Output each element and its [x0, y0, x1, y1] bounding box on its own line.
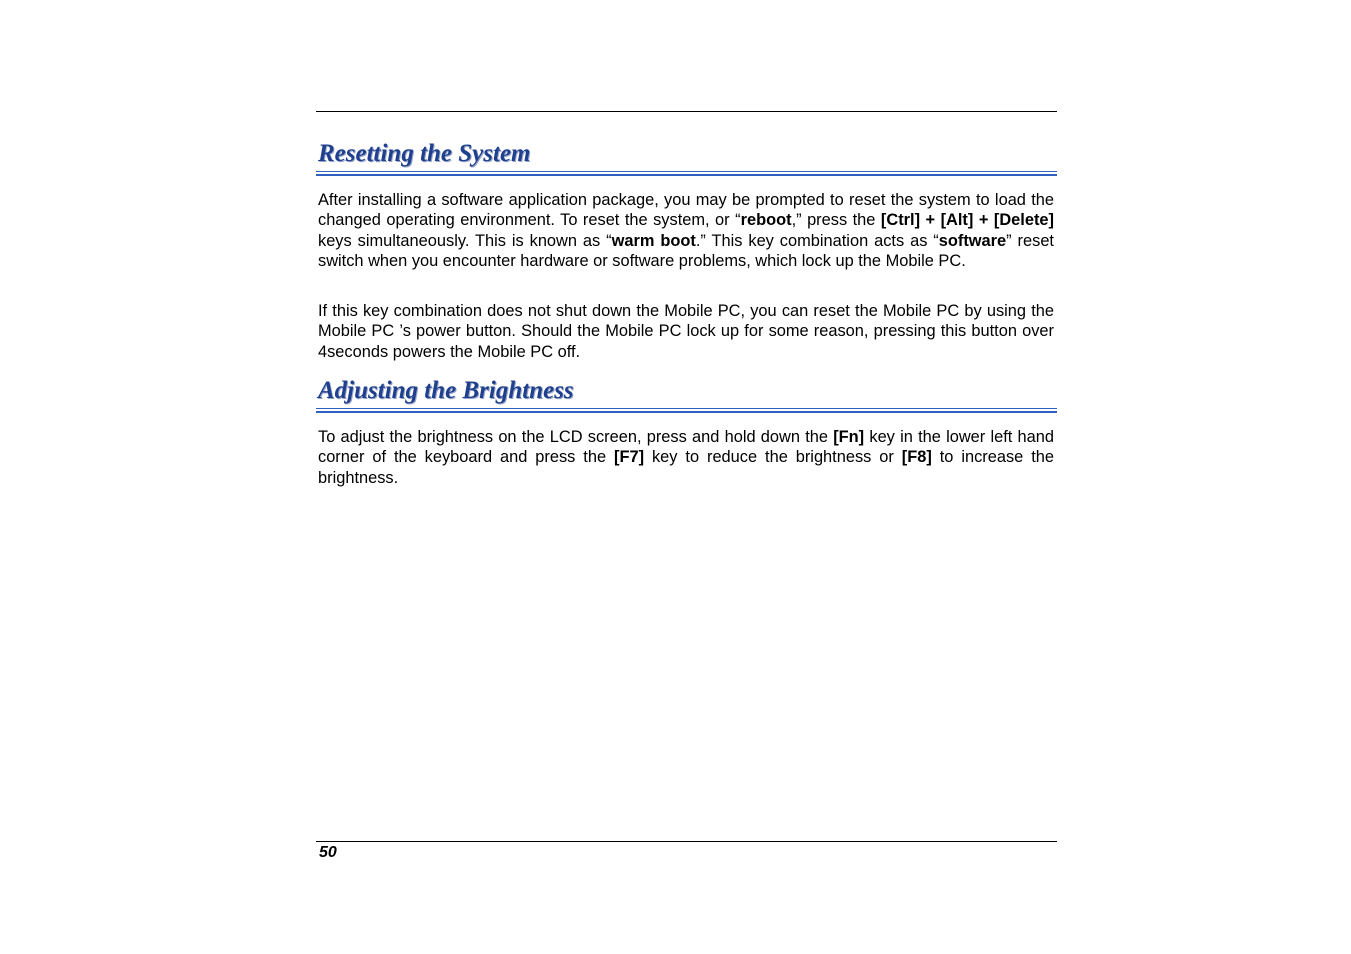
document-page	[316, 0, 1057, 954]
text-run: to increase the brightness.	[318, 448, 1054, 487]
bold-term: warm boot	[611, 231, 696, 250]
header-rule	[316, 111, 1057, 112]
bold-term: [F8]	[901, 448, 932, 467]
heading-resetting-the-system: Resetting the System	[318, 140, 531, 167]
bold-term: [Ctrl] + [Alt] + [Delete]	[880, 211, 1054, 230]
text-run: keys simultaneously. This is known as “	[318, 231, 612, 250]
text-run: If this key combination does not shut down the Mobile PC, you can reset the Mobile PC by using the Mobile PC ’s power button. Should the Mobile PC lock up for some reason, pressing this button over 4seconds powers the Mobile PC off.	[318, 302, 1054, 361]
heading-underline-thick	[316, 411, 1057, 413]
footer-rule	[316, 841, 1057, 842]
paragraph-reset-power-button	[318, 301, 1054, 362]
paragraph-reset-intro	[318, 190, 1054, 271]
heading-underline	[316, 408, 1057, 409]
heading-adjusting-the-brightness: Adjusting the Brightness	[318, 377, 574, 404]
paragraph-brightness	[318, 427, 1054, 488]
bold-term: software	[938, 231, 1007, 250]
bold-term: reboot	[740, 211, 792, 230]
heading-underline	[316, 171, 1057, 172]
text-run: After installing a software application package, you may be prompted to reset the system to load the changed operating environment. To reset the system, or “	[318, 191, 1054, 230]
text-run: key in the lower left hand corner of the keyboard and press the	[318, 428, 1054, 467]
text-run: key to reduce the brightness or	[644, 448, 902, 467]
heading-underline-thick	[316, 174, 1057, 176]
text-run: .” This key combination acts as “	[695, 231, 939, 250]
text-run: ,” press the	[791, 211, 881, 230]
text-run: ” reset switch when you encounter hardware or software problems, which lock up the Mobile PC.	[318, 231, 1054, 270]
text-run: To adjust the brightness on the LCD screen, press and hold down the	[318, 428, 834, 446]
section-heading-brightness	[316, 376, 1057, 413]
page-number: 50	[319, 844, 337, 861]
bold-term: [F7]	[614, 448, 645, 467]
bold-term: [Fn]	[833, 428, 865, 446]
section-heading-resetting	[316, 139, 1057, 176]
